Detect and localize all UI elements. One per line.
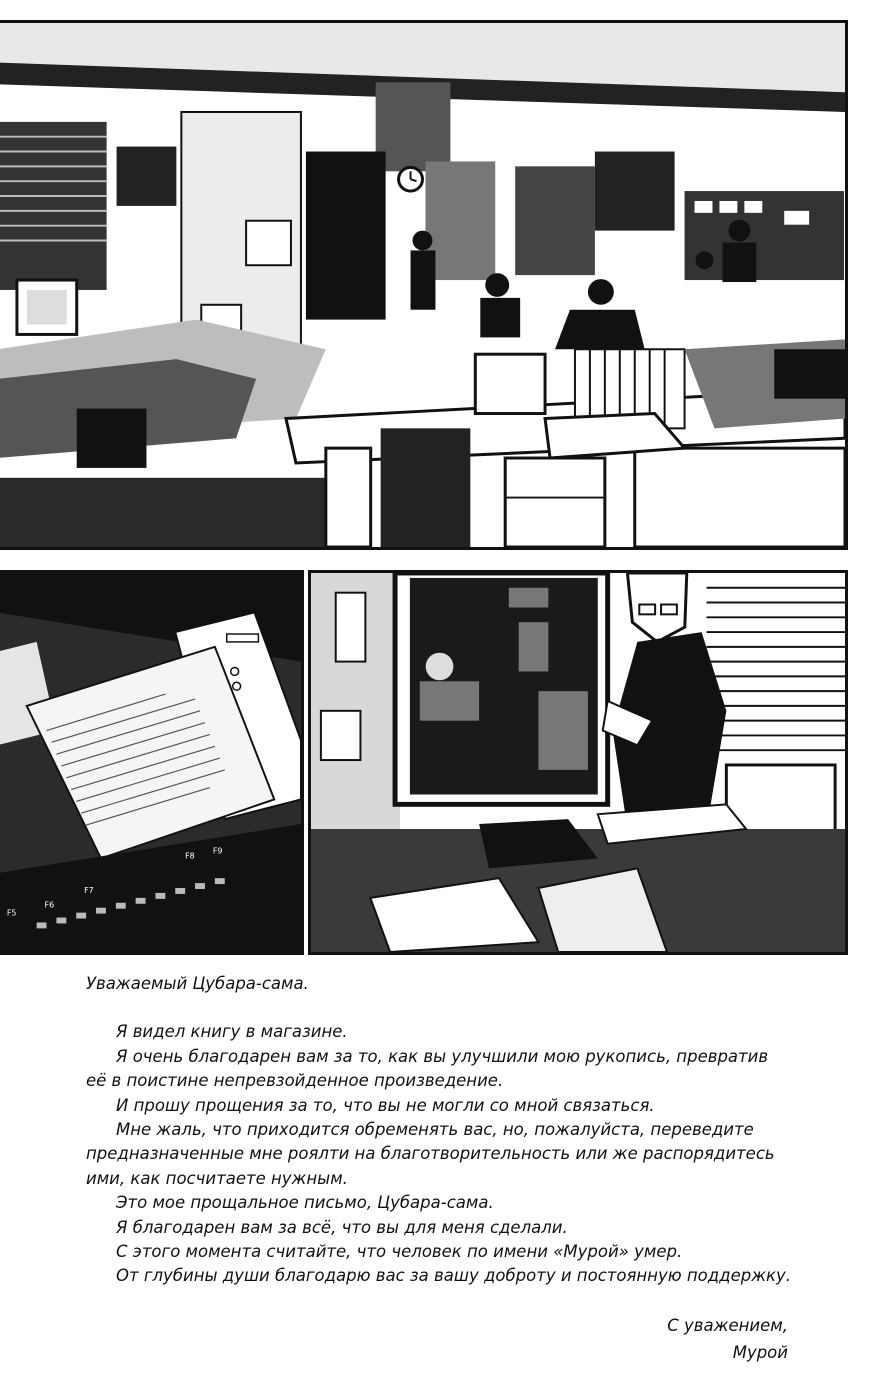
letter-line: её в поистине непревзойденное произведение. [86, 1071, 504, 1091]
letter-line: предназначенные мне роялти на благотворительность или же распорядитесь [86, 1144, 775, 1164]
letter-body [86, 972, 806, 1289]
letter-greeting: Уважаемый Цубара-сама. [86, 974, 309, 993]
letter-line: От глубины души благодарю вас за вашу доброту и постоянную поддержку. [116, 1266, 792, 1286]
letter-line: С этого момента считайте, что человек по имени «Мурой» умер. [116, 1242, 683, 1262]
letter-line: Я очень благодарен вам за то, как вы улучшили мою рукопись, превратив [116, 1046, 769, 1066]
key-label: F5 [6, 908, 17, 918]
letter-panel [0, 570, 304, 955]
letter-signoff [667, 1312, 788, 1366]
key-label: F6 [44, 900, 55, 910]
man-panel [308, 570, 848, 955]
key-label: F9 [212, 846, 223, 856]
letter-closing: С уважением, [667, 1316, 788, 1335]
letter-line: Я видел книгу в магазине. [116, 1022, 348, 1042]
letter-signature: Мурой [732, 1343, 788, 1362]
letter-line: И прошу прощения за то, что вы не могли со мной связаться. [116, 1095, 655, 1115]
letter-line: Мне жаль, что приходится обременять вас, но, пожалуйста, переведите [116, 1120, 754, 1140]
letter-line: ими, как посчитаете нужным. [86, 1168, 348, 1188]
letter-line: Я благодарен вам за всё, что вы для меня сделали. [116, 1217, 568, 1237]
key-label: F8 [185, 851, 195, 861]
office-panel [0, 20, 848, 550]
office-illustration [0, 23, 845, 547]
letter-illustration [0, 573, 301, 952]
letter-line: Это мое прощальное письмо, Цубара-сама. [116, 1193, 494, 1213]
man-illustration [311, 573, 845, 952]
key-label: F7 [84, 885, 94, 895]
